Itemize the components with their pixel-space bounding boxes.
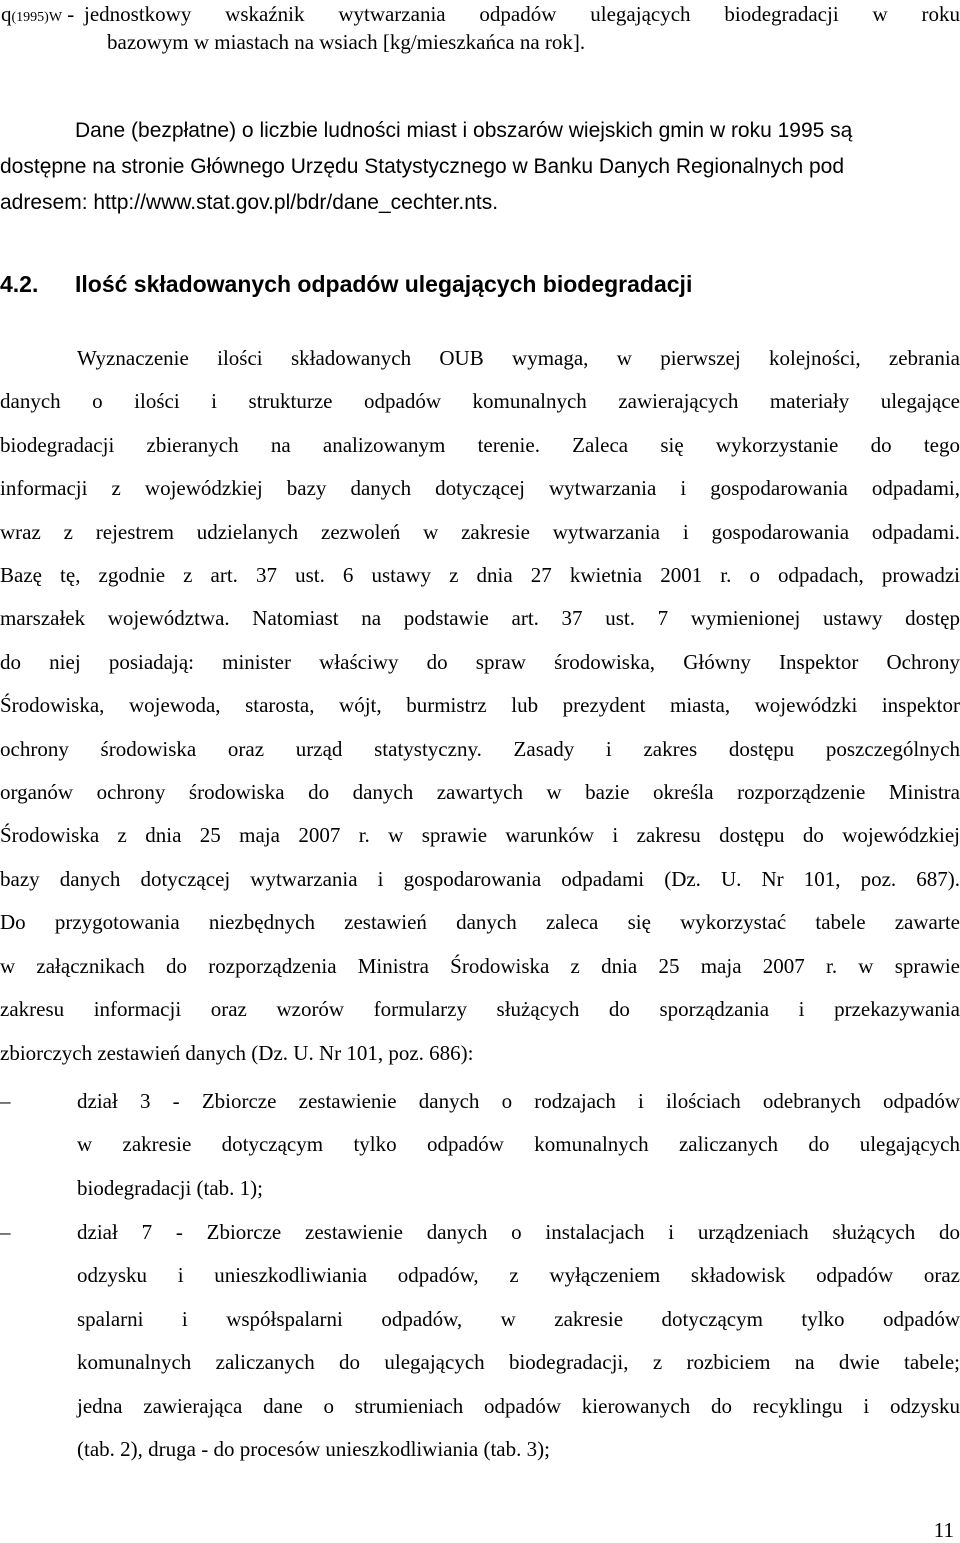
list-item-line: w zakresie dotyczącym tylko odpadów komunalnych zaliczanych do ulegających	[77, 1132, 960, 1157]
body-line: zbiorczych zestawień danych (Dz. U. Nr 101, poz. 686):	[0, 1040, 474, 1065]
definition-separator: -	[67, 2, 75, 26]
body-line: do niej posiadają: minister właściwy do spraw środowiska, Główny Inspektor Ochrony	[0, 649, 960, 674]
body-line: marszałek województwa. Natomiast na podstawie art. 37 ust. 7 wymienionej ustawy dostęp	[0, 606, 960, 631]
body-line: Bazę tę, zgodnie z art. 37 ust. 6 ustawy z dnia 27 kwietnia 2001 r. o odpadach, prowadzi	[0, 563, 960, 588]
definition-subscript: (1995)W	[11, 10, 63, 25]
page-number: 11	[933, 1518, 954, 1542]
body-paragraph	[0, 337, 960, 1075]
list-item-line: odzysku i unieszkodliwiania odpadów, z wyłączeniem składowisk odpadów oraz	[77, 1263, 960, 1288]
body-line: Środowiska, wojewoda, starosta, wójt, burmistrz lub prezydent miasta, wojewódzki inspektor	[0, 693, 960, 718]
section-heading	[0, 268, 960, 300]
note-line: Dane (bezpłatne) o liczbie ludności miast i obszarów wiejskich gmin w roku 1995 są	[75, 119, 853, 142]
list-item-line: spalarni i współspalarni odpadów, w zakresie dotyczącym tylko odpadów	[77, 1306, 960, 1331]
body-line: danych o ilości i strukturze odpadów komunalnych zawierających materiały ulegające	[0, 389, 960, 414]
list-item-line: komunalnych zaliczanych do ulegających biodegradacji, z rozbiciem na dwie tabele;	[77, 1350, 960, 1375]
body-line: w załącznikach do rozporządzenia Ministra Środowiska z dnia 25 maja 2007 r. w sprawie	[0, 953, 960, 978]
body-line: organów ochrony środowiska do danych zawartych w bazie określa rozporządzenie Ministra	[0, 780, 960, 805]
list-item-line: jedna zawierająca dane o strumieniach odpadów kierowanych do recyklingu i odzysku	[77, 1393, 960, 1418]
body-line: informacji z wojewódzkiej bazy danych dotyczącej wytwarzania i gospodarowania odpadami,	[0, 476, 960, 501]
list-item-line: (tab. 2), druga - do procesów unieszkodliwiania (tab. 3);	[77, 1437, 550, 1462]
body-line: bazy danych dotyczącej wytwarzania i gospodarowania odpadami (Dz. U. Nr 101, poz. 687).	[0, 866, 960, 891]
body-line: Środowiska z dnia 25 maja 2007 r. w sprawie warunków i zakresu dostępu do wojewódzkiej	[0, 823, 960, 848]
dash-bullet: –	[0, 1220, 11, 1244]
body-line: zakresu informacji oraz wzorów formularzy służących do sporządzania i przekazywania	[0, 997, 960, 1022]
list-item-line: dział 3 - Zbiorcze zestawienie danych o rodzajach i ilościach odebranych odpadów	[77, 1089, 960, 1113]
section-number: 4.2.	[0, 271, 39, 297]
definition-line-2: bazowym w miastach na wsiach [kg/mieszkańca na rok].	[107, 30, 586, 54]
note-line: dostępne na stronie Głównego Urzędu Statystycznego w Banku Danych Regionalnych pod	[0, 155, 845, 178]
section-title: Ilość składowanych odpadów ulegających biodegradacji	[75, 271, 693, 297]
body-line: biodegradacji zbieranych na analizowanym terenie. Zaleca się wykorzystanie do tego	[0, 432, 960, 457]
list-item-line: biodegradacji (tab. 1);	[77, 1175, 264, 1200]
body-line: wraz z rejestrem udzielanych zezwoleń w zakresie wytwarzania i gospodarowania odpadami.	[0, 519, 960, 544]
body-line: Do przygotowania niezbędnych zestawień danych zaleca się wykorzystać tabele zawarte	[0, 910, 960, 935]
body-line: Wyznaczenie ilości składowanych OUB wymaga, w pierwszej kolejności, zebrania	[77, 346, 960, 370]
note-line: adresem: http://www.stat.gov.pl/bdr/dane_cechter.nts.	[0, 191, 499, 214]
definition-symbol: q(1995)W -	[1, 2, 75, 26]
list-item-line: dział 7 - Zbiorcze zestawienie danych o instalacjach i urządzeniach służących do	[77, 1220, 960, 1244]
dash-bullet: –	[0, 1089, 11, 1113]
definition-line-1: jednostkowy wskaźnik wytwarzania odpadów ulegających biodegradacji w roku	[84, 2, 960, 26]
data-source-note	[0, 113, 960, 221]
body-line: ochrony środowiska oraz urząd statystyczny. Zasady i zakres dostępu poszczególnych	[0, 736, 960, 761]
